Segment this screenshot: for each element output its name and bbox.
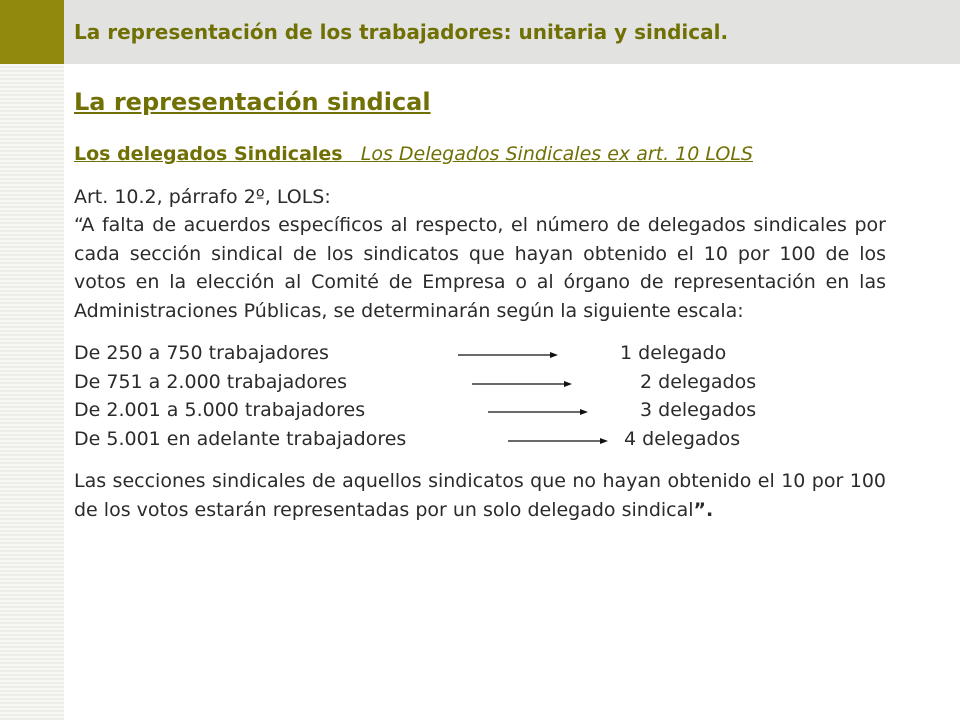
delegate-scale [74,339,886,453]
scale-result: 3 delegados [640,399,757,421]
arrow-icon [488,409,588,415]
article-reference: Art. 10.2, párrafo 2º, LOLS: [74,185,331,208]
slide-title: La representación de los trabajadores: unitaria y sindical. [74,20,729,44]
subheading [74,140,886,169]
closing-quote-mark: ”. [693,498,714,521]
slide-content [74,82,886,524]
scale-row [74,425,886,454]
arrow-icon [458,352,558,358]
closing-paragraph [74,467,886,524]
scale-result: 2 delegados [640,370,757,393]
side-stripe [0,64,64,720]
subheading-bold: Los delegados Sindicales [74,143,343,165]
scale-range: De 2.001 a 5.000 trabajadores [74,399,366,421]
scale-range: De 751 a 2.000 trabajadores [74,370,347,393]
subheading-italic: Los Delegados Sindicales ex art. 10 LOLS [360,143,753,165]
scale-row [74,368,886,397]
scale-result: 1 delegado [620,342,727,364]
arrow-icon [472,381,572,387]
scale-range: De 5.001 en adelante trabajadores [74,427,407,450]
scale-range: De 250 a 750 trabajadores [74,342,329,364]
scale-result: 4 delegados [624,427,741,450]
closing-text: Las secciones sindicales de aquellos sindicatos que no hayan obtenido el 10 por 100 de los votos estarán representadas por un solo delegado sindical [74,470,886,521]
arrow-icon [508,438,608,444]
quote-paragraph: “A falta de acuerdos específicos al respecto, el número de delegados sindicales por cada sección sindical de los sindicatos que hayan obtenido el 10 por 100 de los votos en la elección al Comité de Empresa o al órgano de representación en las Administraciones Públicas, se determinarán según la siguiente escala: [74,214,886,322]
scale-row [74,396,886,425]
scale-row [74,339,886,368]
section-title: La representación sindical [74,88,431,116]
accent-block [0,0,64,64]
